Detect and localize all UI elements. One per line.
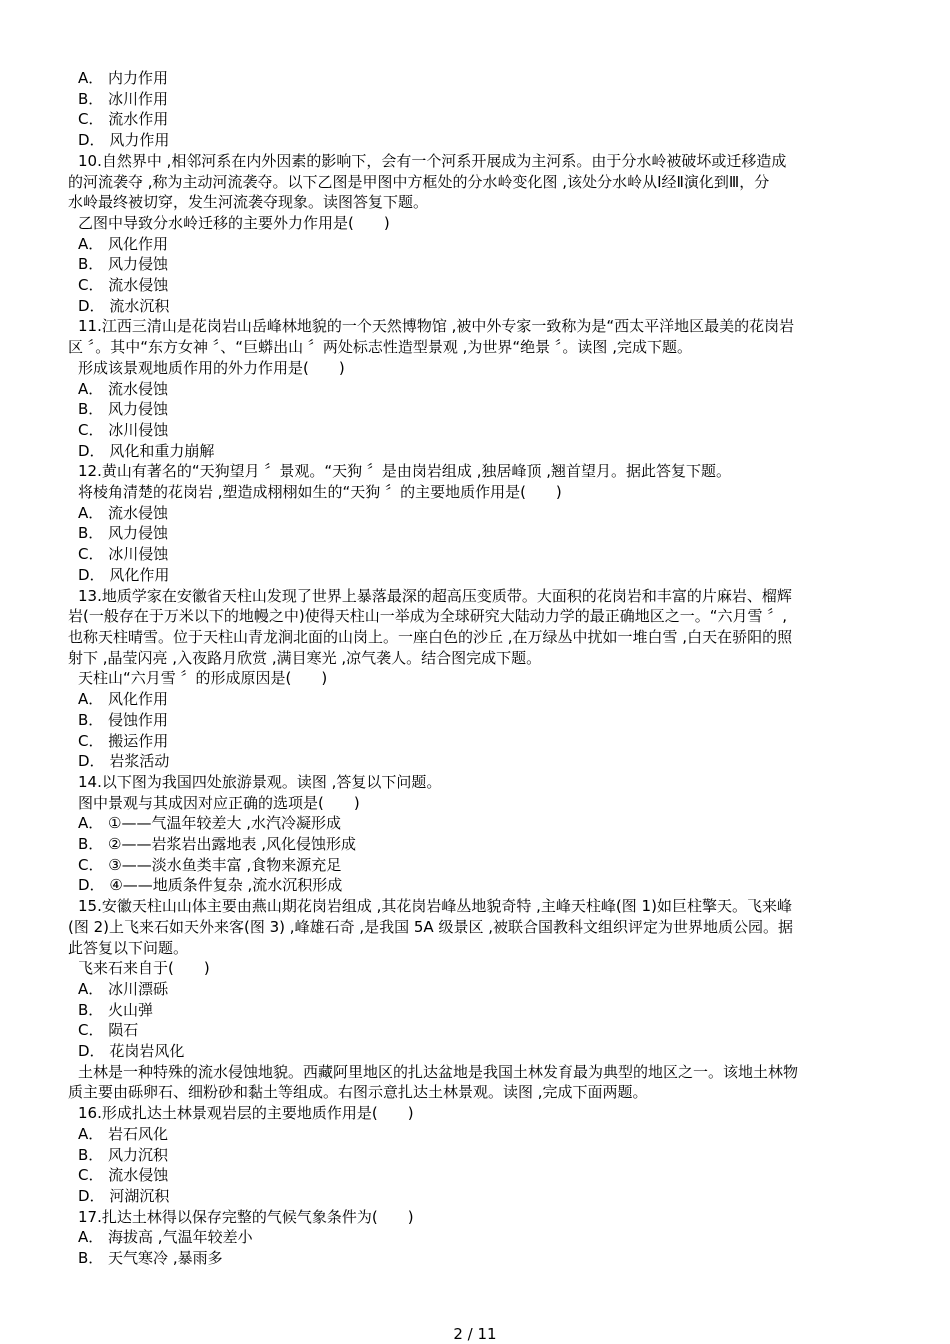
question-stem: 将棱角清楚的花岗岩 ,塑造成栩栩如生的“天狗 〞的主要地质作用是( )	[78, 483, 562, 502]
question-text: 16.形成扎达土林景观岩层的主要地质作用是( )	[78, 1104, 414, 1123]
answer-option: B． 风力沉积	[78, 1145, 169, 1164]
answer-option: B． 火山弹	[78, 1000, 154, 1019]
question-text: 11.江西三清山是花岗岩山岳峰林地貌的一个天然博物馆 ,被中外专家一致称为是“西太平洋地区最美的花岗岩	[78, 317, 795, 336]
page-content	[68, 68, 884, 1269]
answer-option: A． 风化作用	[78, 690, 169, 709]
answer-option: D． 风力作用	[78, 131, 170, 150]
answer-option: A． 冰川漂砾	[78, 979, 169, 998]
question-stem: 形成该景观地质作用的外力作用是( )	[78, 358, 345, 377]
answer-option: D． 河湖沉积	[78, 1186, 170, 1205]
answer-option: A． ①——气温年较差大 ,水汽冷凝形成	[78, 814, 342, 833]
text-line: 此答复以下问题。	[68, 938, 189, 957]
answer-option: D． 花岗岩风化	[78, 1042, 185, 1061]
answer-option: A． 流水侵蚀	[78, 379, 169, 398]
text-line: 也称天柱晴雪。位于天柱山青龙涧北面的山岗上。一座白色的沙丘 ,在万绿丛中扰如一堆白雪 ,白天在骄阳的照	[68, 627, 793, 646]
question-stem: 土林是一种特殊的流水侵蚀地貌。西藏阿里地区的扎达盆地是我国土林发育最为典型的地区之一。该地土林物	[78, 1062, 799, 1081]
answer-option: D． 岩浆活动	[78, 752, 170, 771]
text-line: 岩(一般存在于万米以下的地幔之中)使得天柱山一举成为全球研究大陆动力学的最正确地区之一。“六月雪 〞,	[68, 607, 788, 626]
question-text: 12.黄山有著名的“天狗望月 〞景观。“天狗 〞是由岗岩组成 ,独居峰顶 ,翘首望月。据此答复下题。	[78, 462, 732, 481]
answer-option: A． 岩石风化	[78, 1124, 169, 1143]
answer-option: C． 流水侵蚀	[78, 276, 169, 295]
answer-option: A． 内力作用	[78, 69, 169, 87]
answer-option: C． 冰川侵蚀	[78, 545, 169, 564]
answer-option: C． 搬运作用	[78, 731, 169, 750]
answer-option: A． 风化作用	[78, 234, 169, 253]
question-text: 13.地质学家在安徽省天柱山发现了世界上暴落最深的超高压变质带。大面积的花岗岩和丰富的片麻岩、榴辉	[78, 586, 792, 605]
answer-option: D． 风化和重力崩解	[78, 441, 215, 460]
answer-option: D． 风化作用	[78, 565, 170, 584]
answer-option: B． ②——岩浆岩出露地表 ,风化侵蚀形成	[78, 835, 357, 854]
question-text: 14.以下图为我国四处旅游景观。读图 ,答复以下问题。	[78, 772, 442, 791]
text-line: 区 〞。其中“东方女神 〞、“巨蟒出山 〞两处标志性造型景观 ,为世界“绝景 〞。读图 ,完成下题。	[68, 338, 692, 357]
answer-option: B． 冰川作用	[78, 89, 169, 108]
answer-option: D． ④——地质条件复杂 ,流水沉积形成	[78, 876, 343, 895]
answer-option: A． 海拔高 ,气温年较差小	[78, 1228, 253, 1247]
question-text: 17.扎达土林得以保存完整的气候气象条件为( )	[78, 1207, 414, 1226]
answer-option: A． 流水侵蚀	[78, 503, 169, 522]
question-text: 15.安徽天柱山山体主要由燕山期花岗岩组成 ,其花岗岩峰丛地貌奇特 ,主峰天柱峰(图 1)如巨柱擎天。飞来峰	[78, 897, 792, 916]
text-line: 的河流袭夺 ,称为主动河流袭夺。以下乙图是甲图中方框处的分水岭变化图 ,该处分水岭从Ⅰ经Ⅱ演化到Ⅲ，分	[68, 172, 770, 191]
question-stem: 乙图中导致分水岭迁移的主要外力作用是( )	[78, 213, 390, 232]
question-stem: 图中景观与其成因对应正确的选项是( )	[78, 793, 360, 812]
answer-option: B． 风力侵蚀	[78, 400, 169, 419]
answer-option: C． 流水作用	[78, 110, 169, 129]
answer-option: C． ③——淡水鱼类丰富 ,食物来源充足	[78, 855, 342, 874]
answer-option: D． 流水沉积	[78, 296, 170, 315]
answer-option: B． 风力侵蚀	[78, 255, 169, 274]
answer-option: B． 侵蚀作用	[78, 710, 169, 729]
text-line: 射下 ,晶莹闪亮 ,入夜路月欣赏 ,满目寒光 ,凉气袭人。结合图完成下题。	[68, 648, 542, 667]
answer-option: C． 流水侵蚀	[78, 1166, 169, 1185]
question-stem: 飞来石来自于( )	[78, 959, 210, 978]
text-line: (图 2)上飞来石如天外来客(图 3) ,峰雄石奇 ,是我国 5A 级景区 ,被联合国教科文组织评定为世界地质公园。据	[68, 917, 793, 936]
page-number: 2 / 11	[453, 1325, 497, 1343]
question-stem: 天柱山“六月雪 〞的形成原因是( )	[78, 669, 328, 688]
answer-option: B． 风力侵蚀	[78, 524, 169, 543]
answer-option: B． 天气寒冷 ,暴雨多	[78, 1249, 223, 1268]
answer-option: C． 冰川侵蚀	[78, 420, 169, 439]
text-line: 质主要由砾卵石、细粉砂和黏土等组成。右图示意扎达土林景观。读图 ,完成下面两题。	[68, 1083, 648, 1102]
text-line: 水岭最终被切穿，发生河流袭夺现象。读图答复下题。	[68, 193, 429, 212]
answer-option: C． 陨石	[78, 1021, 139, 1040]
question-text: 10.自然界中 ,相邻河系在内外因素的影响下，会有一个河系开展成为主河系。由于分水岭被破坏或迁移造成	[78, 151, 787, 170]
